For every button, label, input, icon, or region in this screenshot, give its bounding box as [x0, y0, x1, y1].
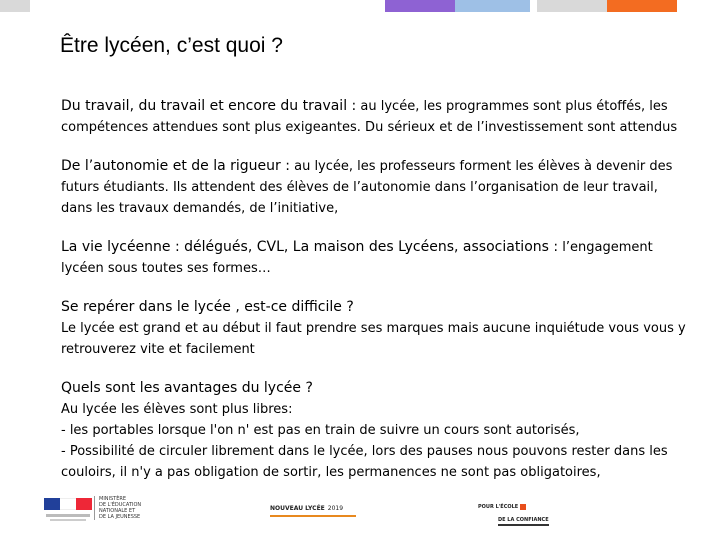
top-bar-purple [385, 0, 455, 12]
logo-motto-line [46, 514, 90, 517]
republique-francaise-logo [44, 494, 92, 526]
section-heading: La vie lycéenne : délégués, CVL, La maison des Lycéens, associations : [61, 239, 559, 255]
top-bar-blue [455, 0, 530, 12]
section-orientation [61, 297, 691, 360]
nouveau-lycee-text: NOUVEAU LYCÉE [270, 505, 325, 512]
ministry-line: NATIONALE ET [99, 508, 136, 514]
section-work [61, 96, 691, 138]
content-body [61, 96, 691, 483]
top-bar-orange [607, 0, 677, 12]
section-line: - les portables lorsque l'on n' est pas en train de suivre un cours sont autorisés, [61, 423, 580, 438]
section-text: l’engagement lycéen sous toutes ses formes… [61, 240, 653, 276]
flag-red-stripe [76, 498, 92, 510]
ecole-line1: POUR L'ÉCOLE [478, 504, 519, 510]
flag-blue-stripe [44, 498, 60, 510]
section-text: Le lycée est grand et au début il faut prendre ses marques mais aucune inquiétude vous vous y retrouverez vite et facilement [61, 321, 686, 357]
section-heading: Quels sont les avantages du lycée ? [61, 380, 313, 396]
top-bar-gray-right [537, 0, 607, 12]
section-heading: Se repérer dans le lycée , est-ce difficile ? [61, 299, 354, 315]
section-advantages [61, 378, 691, 483]
section-text: au lycée, les programmes sont plus étoffés, les compétences attendues sont plus exigeantes. Du sérieux et de l’investissement sont attendus [61, 99, 678, 135]
section-autonomy [61, 156, 691, 219]
nouveau-lycee-year: 2019 [327, 505, 344, 512]
nouveau-lycee-logo [270, 505, 343, 512]
section-line: Au lycée les élèves sont plus libres: [61, 402, 293, 417]
ecole-mark-icon [520, 504, 526, 510]
ministry-line: MINISTÈRE [99, 496, 127, 502]
ministry-logo-text [94, 496, 159, 520]
section-text: au lycée, les professeurs forment les élèves à devenir des futurs étudiants. Ils attendent des élèves de l’autonomie dans l’organisation de leur travail, dans les travaux demandés, de l’initiative, [61, 159, 673, 216]
ecole-confiance-logo [478, 503, 526, 511]
top-bar-gray-left [0, 0, 30, 12]
ministry-line: DE LA JEUNESSE [99, 514, 141, 520]
section-heading: De l’autonomie et de la rigueur : [61, 158, 290, 174]
nouveau-lycee-underline [270, 515, 356, 517]
section-heading: Du travail, du travail et encore du travail : [61, 98, 357, 114]
page-title: Être lycéen, c’est quoi ? [60, 34, 283, 57]
flag-white-stripe [60, 498, 76, 510]
section-school-life [61, 237, 691, 279]
ministry-line: DE L'ÉDUCATION [99, 502, 142, 508]
section-line: - Possibilité de circuler librement dans le lycée, lors des pauses nous pouvons rester dans les couloirs, il n'y a pas obligation de sortir, les permanences ne sont pas obligatoires, [61, 444, 668, 480]
ecole-line2: DE LA CONFIANCE [498, 517, 549, 526]
logo-motto-line [50, 519, 86, 521]
